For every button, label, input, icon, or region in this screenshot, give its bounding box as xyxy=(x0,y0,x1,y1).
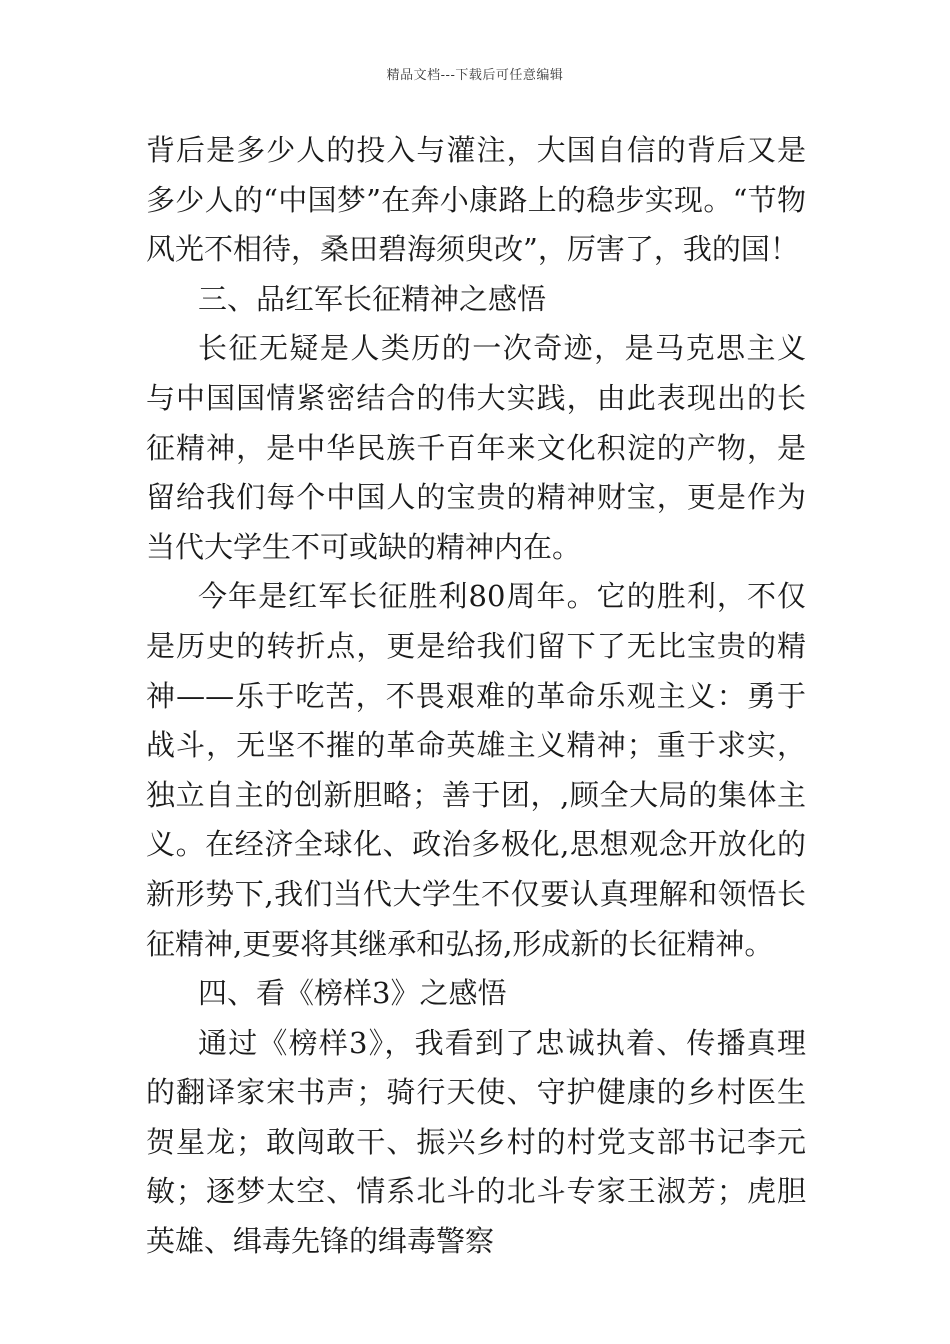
section-heading-4: 四、看《榜样3》之感悟 xyxy=(198,976,507,1011)
paragraph-long-march-80th: 今年是红军长征胜利80周年。它的胜利，不仅是历史的转折点，更是给我们留下了无比宝贵的精神——乐于吃苦，不畏艰难的革命乐观主义：勇于战斗，无坚不摧的革命英雄主义精神；重于求实，独立自主的创新胆略；善于团，,顾全大局的集体主义。在经济全球化、政治多极化,思想观念开放化的新形势下,我们当代大学生不仅要认真理解和领悟长征精神,更要将其继承和弘扬,形成新的长征精神。 xyxy=(146,579,806,961)
page-header: 精品文档---下载后可任意编辑 xyxy=(386,68,564,83)
section-heading-3: 三、品红军长征精神之感悟 xyxy=(198,281,547,316)
paragraph-continuation: 背后是多少人的投入与灌注，大国自信的背后又是多少人的“中国梦”在奔小康路上的稳步实现。“节物风光不相待，桑田碧海须臾改”，厉害了，我的国！ xyxy=(146,133,806,267)
paragraph-role-models: 通过《榜样3》，我看到了忠诚执着、传播真理的翻译家宋书声；骑行天使、守护健康的乡村医生贺星龙；敢闯敢干、振兴乡村的村党支部书记李元敏；逐梦太空、情系北斗的北斗专家王淑芳；虎胆英雄、缉毒先锋的缉毒警察 xyxy=(146,1025,806,1259)
document-body xyxy=(146,126,806,1267)
paragraph-long-march-intro: 长征无疑是人类历的一次奇迹，是马克思主义与中国国情紧密结合的伟大实践，由此表现出的长征精神，是中华民族千百年来文化积淀的产物，是留给我们每个中国人的宝贵的精神财宝，更是作为当代大学生不可或缺的精神内在。 xyxy=(146,331,806,564)
